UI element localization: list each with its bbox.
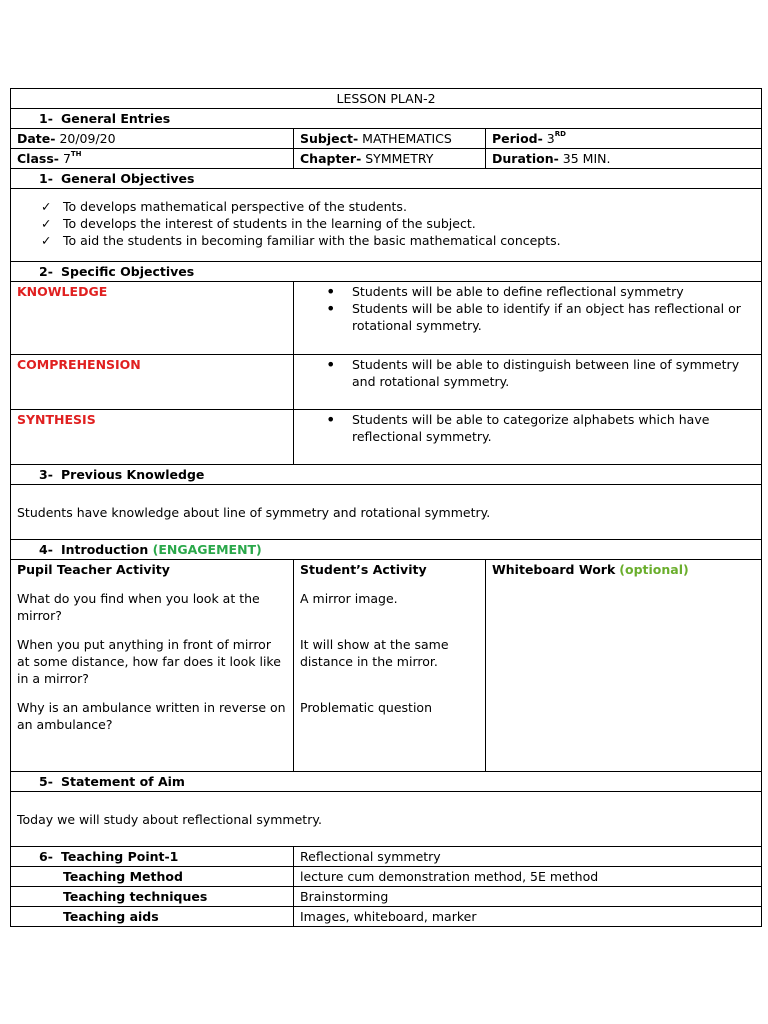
synthesis-row (11, 410, 762, 465)
general-objectives-row (11, 189, 762, 262)
teaching-aids-label: Teaching aids (11, 907, 294, 927)
class-label: Class- (17, 151, 59, 166)
list-item: ✓ To develops mathematical perspective of the students. (41, 198, 755, 215)
chapter-label: Chapter- (300, 151, 362, 166)
specific-objectives-heading-row (11, 262, 762, 282)
introduction-row (11, 560, 762, 772)
section-label: General Entries (61, 111, 171, 126)
section-label: Statement of Aim (61, 774, 185, 789)
previous-knowledge-text: Students have knowledge about line of symmetry and rotational symmetry. (11, 485, 762, 540)
lesson-plan-title: LESSON PLAN-2 (11, 89, 762, 109)
whiteboard-work-header: Whiteboard Work (492, 562, 616, 577)
statement-of-aim-row (11, 792, 762, 847)
knowledge-label: KNOWLEDGE (17, 284, 108, 299)
student-answer-2: It will show at the same distance in the mirror. (300, 637, 449, 669)
teaching-techniques-value: Brainstorming (294, 887, 762, 907)
student-answer-1: A mirror image. (300, 591, 398, 606)
date-cell (11, 129, 294, 149)
knowledge-label-cell (11, 282, 294, 355)
comprehension-objectives-cell (294, 355, 762, 410)
duration-value: 35 MIN. (562, 151, 611, 166)
teacher-activity-cell (11, 560, 294, 772)
section-number: 2- (39, 264, 53, 279)
period-cell (486, 129, 762, 149)
teacher-question-3: Why is an ambulance written in reverse on an ambulance? (17, 700, 286, 732)
statement-of-aim-heading-row (11, 772, 762, 792)
section-label: Specific Objectives (61, 264, 195, 279)
synthesis-label: SYNTHESIS (17, 412, 96, 427)
period-value: 3 (546, 131, 555, 146)
section-number: 3- (39, 467, 53, 482)
teaching-method-row (11, 867, 762, 887)
section-number: 5- (39, 774, 53, 789)
synthesis-list (300, 411, 755, 445)
section-label: General Objectives (61, 171, 195, 186)
student-activity-cell (294, 560, 486, 772)
entries-row-2 (11, 149, 762, 169)
date-value: 20/09/20 (59, 131, 116, 146)
duration-label: Duration- (492, 151, 559, 166)
section-label: Previous Knowledge (61, 467, 205, 482)
student-activity-header: Student’s Activity (300, 562, 427, 577)
engagement-tag: (ENGAGEMENT) (152, 542, 262, 557)
knowledge-objectives-cell (294, 282, 762, 355)
statement-of-aim-heading (11, 772, 762, 792)
teaching-method-label: Teaching Method (11, 867, 294, 887)
comprehension-list (300, 356, 755, 390)
introduction-heading-row (11, 540, 762, 560)
lesson-plan-table (10, 88, 762, 927)
list-item: • Students will be able to define reflectional symmetry (326, 283, 755, 300)
teaching-point-value: Reflectional symmetry (294, 847, 762, 867)
section-label: Introduction (61, 542, 149, 557)
chapter-cell (294, 149, 486, 169)
statement-of-aim-text: Today we will study about reflectional symmetry. (11, 792, 762, 847)
previous-knowledge-heading (11, 465, 762, 485)
teaching-point-label: Teaching Point-1 (61, 849, 179, 864)
knowledge-row (11, 282, 762, 355)
knowledge-list (300, 283, 755, 334)
period-superscript: RD (554, 130, 566, 138)
general-objectives-heading (11, 169, 762, 189)
teaching-point-label-cell (11, 847, 294, 867)
chapter-value: SYMMETRY (365, 151, 434, 166)
section-number: 6- (39, 849, 53, 864)
general-entries-heading (11, 109, 762, 129)
date-label: Date- (17, 131, 56, 146)
subject-label: Subject- (300, 131, 359, 146)
teaching-techniques-row (11, 887, 762, 907)
list-item: • Students will be able to distinguish between line of symmetry and rotational symmetry. (326, 356, 755, 390)
teaching-techniques-label: Teaching techniques (11, 887, 294, 907)
general-objectives-list (17, 198, 755, 249)
student-answer-3: Problematic question (300, 700, 432, 715)
whiteboard-work-cell (486, 560, 762, 772)
subject-value: MATHEMATICS (362, 131, 452, 146)
teaching-aids-row (11, 907, 762, 927)
teacher-question-1: What do you find when you look at the mirror? (17, 591, 260, 623)
general-objectives-cell (11, 189, 762, 262)
class-cell (11, 149, 294, 169)
section-number: 4- (39, 542, 53, 557)
list-item: • Students will be able to identify if an object has reflectional or rotational symmetry. (326, 300, 755, 334)
general-entries-heading-row (11, 109, 762, 129)
teaching-method-value: lecture cum demonstration method, 5E method (294, 867, 762, 887)
entries-row-1 (11, 129, 762, 149)
teaching-aids-value: Images, whiteboard, marker (294, 907, 762, 927)
specific-objectives-heading (11, 262, 762, 282)
previous-knowledge-heading-row (11, 465, 762, 485)
list-item: ✓ To aid the students in becoming familiar with the basic mathematical concepts. (41, 232, 755, 249)
teacher-question-2: When you put anything in front of mirror at some distance, how far does it look like in a mirror? (17, 637, 281, 686)
synthesis-objectives-cell (294, 410, 762, 465)
list-item: • Students will be able to categorize alphabets which have reflectional symmetry. (326, 411, 755, 445)
teacher-activity-header: Pupil Teacher Activity (17, 562, 170, 577)
previous-knowledge-row (11, 485, 762, 540)
subject-cell (294, 129, 486, 149)
list-item: ✓ To develops the interest of students in the learning of the subject. (41, 215, 755, 232)
title-row (11, 89, 762, 109)
period-label: Period- (492, 131, 543, 146)
synthesis-label-cell (11, 410, 294, 465)
general-objectives-heading-row (11, 169, 762, 189)
optional-tag: (optional) (619, 562, 689, 577)
comprehension-label: COMPREHENSION (17, 357, 141, 372)
comprehension-row (11, 355, 762, 410)
duration-cell (486, 149, 762, 169)
lesson-plan-document (10, 88, 761, 927)
class-value: 7 (62, 151, 71, 166)
introduction-heading (11, 540, 762, 560)
section-number: 1- (39, 171, 53, 186)
class-superscript: TH (70, 150, 82, 158)
section-number: 1- (39, 111, 53, 126)
teaching-point-row (11, 847, 762, 867)
comprehension-label-cell (11, 355, 294, 410)
